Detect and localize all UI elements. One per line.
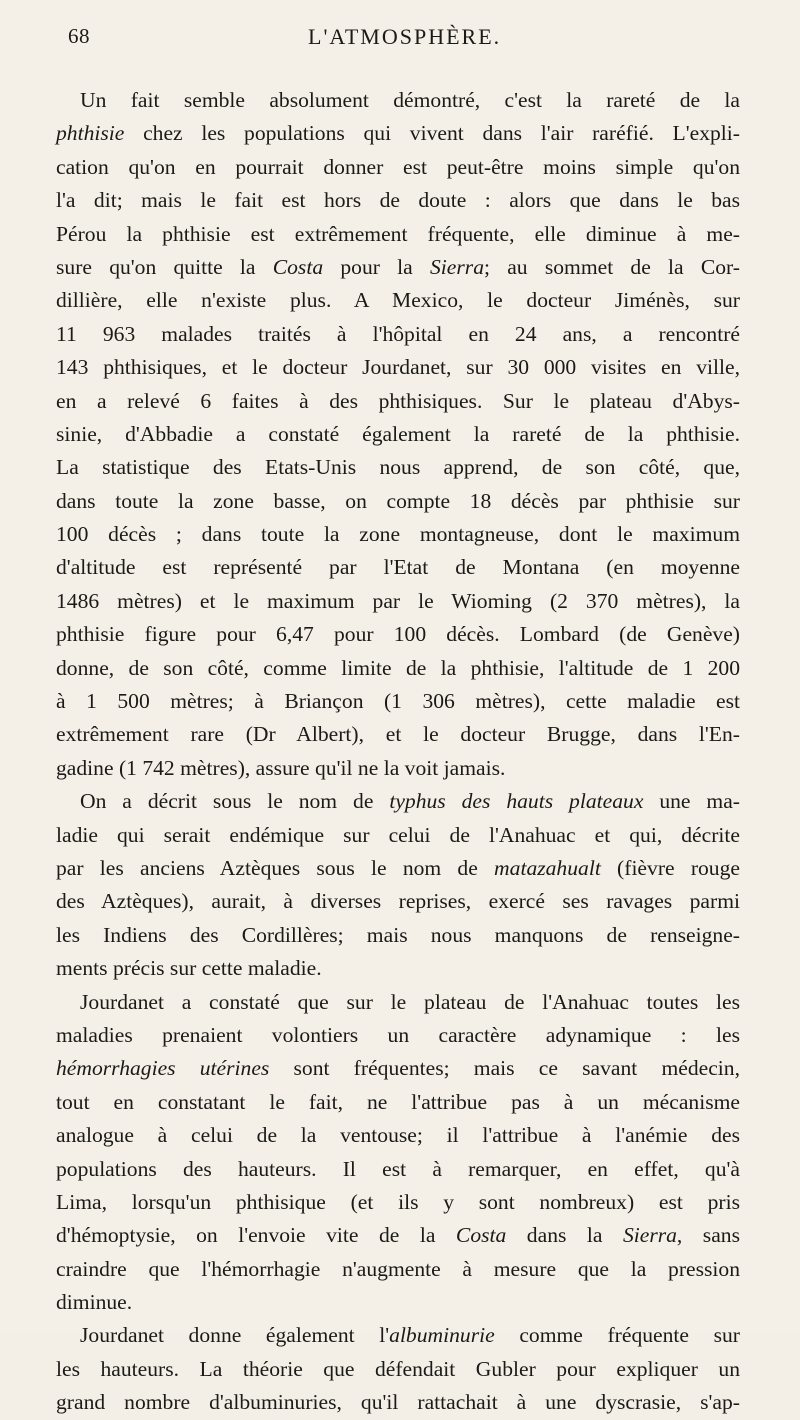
text-line xyxy=(56,251,740,284)
italic-term: hémorrhagies utérines xyxy=(56,1056,270,1081)
text-run: extrêmement rare (Dr Albert), et le docteur Brugge, dans l'En- xyxy=(56,722,740,747)
text-run: une ma- xyxy=(643,789,740,814)
text-run: dans toute la zone basse, on compte 18 décès par phthisie sur xyxy=(56,488,740,513)
text-run: populations des hauteurs. Il est à remarquer, en effet, qu'à xyxy=(56,1156,740,1181)
text-line xyxy=(56,885,740,918)
text-run: l'a dit; mais le fait est hors de doute : alors que dans le bas xyxy=(56,188,740,213)
text-line xyxy=(56,218,740,251)
text-line xyxy=(56,1086,740,1119)
text-run: sont fréquentes; mais ce savant médecin, xyxy=(269,1056,740,1081)
text-run: ladie qui serait endémique sur celui de l'Anahuac et qui, décrite xyxy=(56,822,740,847)
text-run: Lima, lorsqu'un phthisique (et ils y sont nombreux) est pris xyxy=(56,1189,740,1214)
text-run: 11 963 malades traités à l'hôpital en 24 ans, a rencontré xyxy=(56,321,740,346)
text-run: tout en constatant le fait, ne l'attribue pas à un mécanisme xyxy=(56,1089,740,1114)
running-title: L'ATMOSPHÈRE. xyxy=(308,24,502,49)
text-run: chez les populations qui vivent dans l'air raréfié. L'expli- xyxy=(124,121,740,146)
text-run: d'altitude est représenté par l'Etat de Montana (en moyenne xyxy=(56,555,740,580)
text-run: Un fait semble absolument démontré, c'est la rareté de la xyxy=(80,88,740,112)
text-run: La statistique des Etats-Unis nous apprend, de son côté, que, xyxy=(56,455,740,480)
text-run: 100 décès ; dans toute la zone montagneuse, dont le maximum xyxy=(56,522,740,547)
text-run: les Indiens des Cordillères; mais nous manquons de renseigne- xyxy=(56,922,740,947)
text-run: maladies prenaient volontiers un caractère adynamique : les xyxy=(56,1022,740,1047)
text-line xyxy=(56,585,740,618)
text-line xyxy=(56,752,740,785)
italic-term: albuminurie xyxy=(389,1323,495,1348)
text-run: donne, de son côté, comme limite de la phthisie, l'altitude de 1 200 xyxy=(56,655,740,680)
text-line xyxy=(56,184,740,217)
text-line xyxy=(56,718,740,751)
text-run: à 1 500 mètres; à Briançon (1 306 mètres), cette maladie est xyxy=(56,689,740,714)
text-line xyxy=(56,418,740,451)
running-head xyxy=(68,14,728,54)
text-run: cation qu'on en pourrait donner est peut-être moins simple qu'on xyxy=(56,154,740,179)
text-line xyxy=(56,551,740,584)
text-run: 1486 mètres) et le maximum par le Wioming (2 370 mètres), la xyxy=(56,588,740,613)
text-line xyxy=(56,485,740,518)
italic-term: typhus des hauts plateaux xyxy=(389,789,644,814)
text-run: des Aztèques), aurait, à diverses reprises, exercé ses ravages parmi xyxy=(56,889,740,914)
text-line xyxy=(56,785,740,818)
text-run: dillière, elle n'existe plus. A Mexico, le docteur Jiménès, sur xyxy=(56,288,740,313)
text-run: 143 phthisiques, et le docteur Jourdanet, sur 30 000 visites en ville, xyxy=(56,355,740,380)
text-run: sinie, d'Abbadie a constaté également la rareté de la phthisie. xyxy=(56,421,740,446)
text-line xyxy=(56,1019,740,1052)
text-run: Jourdanet a constaté que sur le plateau de l'Anahuac toutes les xyxy=(80,989,740,1014)
italic-term: Sierra xyxy=(430,254,484,279)
text-line xyxy=(56,318,740,351)
text-run: gadine (1 742 mètres), assure qu'il ne la voit jamais. xyxy=(56,755,506,780)
text-line xyxy=(56,1052,740,1085)
text-run: ments précis sur cette maladie. xyxy=(56,956,322,981)
page-number: 68 xyxy=(68,24,90,48)
text-line xyxy=(56,618,740,651)
text-run: phthisie figure pour 6,47 pour 100 décès. Lombard (de Genève) xyxy=(56,622,740,647)
italic-term: matazahualt xyxy=(494,855,601,880)
text-run: dans la xyxy=(506,1223,623,1248)
italic-term: Costa xyxy=(455,1223,507,1248)
text-line xyxy=(56,518,740,551)
text-line xyxy=(56,819,740,852)
text-line xyxy=(56,1153,740,1186)
body-text xyxy=(56,84,740,1420)
text-run: pour la xyxy=(323,254,430,279)
text-line xyxy=(56,1353,740,1386)
text-line xyxy=(56,952,740,985)
text-run: les hauteurs. La théorie que défendait Gubler pour expliquer un xyxy=(56,1356,740,1381)
text-line xyxy=(56,1319,740,1352)
text-run: grand nombre d'albuminuries, qu'il rattachait à une dyscrasie, s'ap- xyxy=(56,1390,740,1415)
text-run: analogue à celui de la ventouse; il l'attribue à l'anémie des xyxy=(56,1123,740,1148)
text-run: par les anciens Aztèques sous le nom de xyxy=(56,855,495,880)
text-line xyxy=(56,351,740,384)
text-line xyxy=(56,852,740,885)
text-line xyxy=(56,1286,740,1319)
text-line xyxy=(56,1386,740,1419)
text-run: (fièvre rouge xyxy=(600,855,740,880)
text-line xyxy=(56,385,740,418)
text-line xyxy=(56,117,740,150)
text-run: sure qu'on quitte la xyxy=(56,254,273,279)
text-line xyxy=(56,1253,740,1286)
text-run: d'hémoptysie, on l'envoie vite de la xyxy=(56,1223,456,1248)
text-line xyxy=(56,652,740,685)
text-run: Jourdanet donne également l' xyxy=(80,1323,390,1348)
italic-term: Sierra xyxy=(622,1223,677,1248)
text-line xyxy=(56,84,740,117)
text-run: Pérou la phthisie est extrêmement fréquente, elle diminue à me- xyxy=(56,221,740,246)
text-run: On a décrit sous le nom de xyxy=(80,789,390,814)
text-run: craindre que l'hémorrhagie n'augmente à mesure que la pression xyxy=(56,1256,740,1281)
text-line xyxy=(56,151,740,184)
text-line xyxy=(56,284,740,317)
text-run: comme fréquente sur xyxy=(494,1323,740,1348)
text-line xyxy=(56,919,740,952)
text-line xyxy=(56,685,740,718)
text-line xyxy=(56,1186,740,1219)
italic-term: phthisie xyxy=(56,121,125,146)
text-run: , sans xyxy=(676,1223,740,1248)
text-line xyxy=(56,1119,740,1152)
text-line xyxy=(56,1219,740,1252)
text-line xyxy=(56,986,740,1019)
text-line xyxy=(56,451,740,484)
italic-term: Costa xyxy=(272,254,324,279)
text-run: diminue. xyxy=(56,1290,133,1315)
text-run: en a relevé 6 faites à des phthisiques. Sur le plateau d'Abys- xyxy=(56,388,740,413)
text-run: ; au sommet de la Cor- xyxy=(483,254,740,279)
